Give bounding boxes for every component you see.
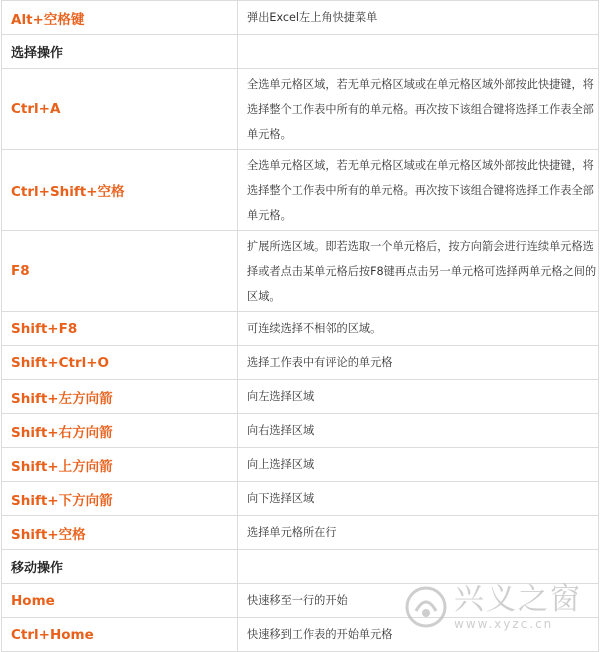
table-row (2, 346, 599, 380)
table-row (2, 231, 599, 312)
shortcut-description: 全选单元格区域，若无单元格区域或在单元格区域外部按此快捷键，将选择整个工作表中所有的单元格。再次按下该组合键将选择工作表全部单元格。 (238, 150, 599, 231)
table-row (2, 448, 599, 482)
shortcut-description: 向左选择区域 (238, 380, 599, 414)
shortcut-key: Shift+空格 (2, 516, 238, 550)
shortcut-key: Shift+左方向箭 (2, 380, 238, 414)
shortcut-key: Shift+F8 (2, 312, 238, 346)
shortcut-description: 选择单元格所在行 (238, 516, 599, 550)
shortcut-key: Shift+Ctrl+O (2, 346, 238, 380)
shortcut-description: 扩展所选区域。即若选取一个单元格后，按方向箭会进行连续单元格选择或者点击某单元格后按F8键再点击另一单元格可选择两单元格之间的区域。 (238, 231, 599, 312)
section-row (2, 550, 599, 584)
shortcut-key: Ctrl+Home (2, 618, 238, 652)
table-row (2, 584, 599, 618)
table-row (2, 69, 599, 150)
shortcut-description: 快速移到工作表的开始单元格 (238, 618, 599, 652)
table-row (2, 618, 599, 652)
table-row (2, 414, 599, 448)
table-row (2, 516, 599, 550)
empty-cell (238, 550, 599, 584)
shortcut-description: 选择工作表中有评论的单元格 (238, 346, 599, 380)
table-row (2, 1, 599, 35)
shortcut-key: Alt+空格键 (2, 1, 238, 35)
watermark-brand: 兴义之窗 (454, 582, 582, 617)
shortcut-key: Shift+右方向箭 (2, 414, 238, 448)
shortcut-key: Ctrl+A (2, 69, 238, 150)
empty-cell (238, 35, 599, 69)
shortcut-description: 快速移至一行的开始 (238, 584, 599, 618)
table-row (2, 482, 599, 516)
shortcut-key: Ctrl+Shift+空格 (2, 150, 238, 231)
shortcut-key: F8 (2, 231, 238, 312)
shortcut-key: Home (2, 584, 238, 618)
shortcut-description: 可连续选择不相邻的区域。 (238, 312, 599, 346)
shortcut-key: Shift+上方向箭 (2, 448, 238, 482)
shortcut-description: 弹出Excel左上角快捷菜单 (238, 1, 599, 35)
table-row (2, 312, 599, 346)
section-title: 移动操作 (2, 550, 238, 584)
section-title: 选择操作 (2, 35, 238, 69)
watermark-url: www.xyzc.cn (454, 617, 554, 631)
section-row (2, 35, 599, 69)
table-row (2, 380, 599, 414)
shortcut-table (1, 0, 599, 652)
table-row (2, 150, 599, 231)
shortcut-description: 向右选择区域 (238, 414, 599, 448)
shortcut-description: 向下选择区域 (238, 482, 599, 516)
shortcut-description: 全选单元格区域，若无单元格区域或在单元格区域外部按此快捷键，将选择整个工作表中所有的单元格。再次按下该组合键将选择工作表全部单元格。 (238, 69, 599, 150)
shortcut-key: Shift+下方向箭 (2, 482, 238, 516)
shortcut-description: 向上选择区域 (238, 448, 599, 482)
